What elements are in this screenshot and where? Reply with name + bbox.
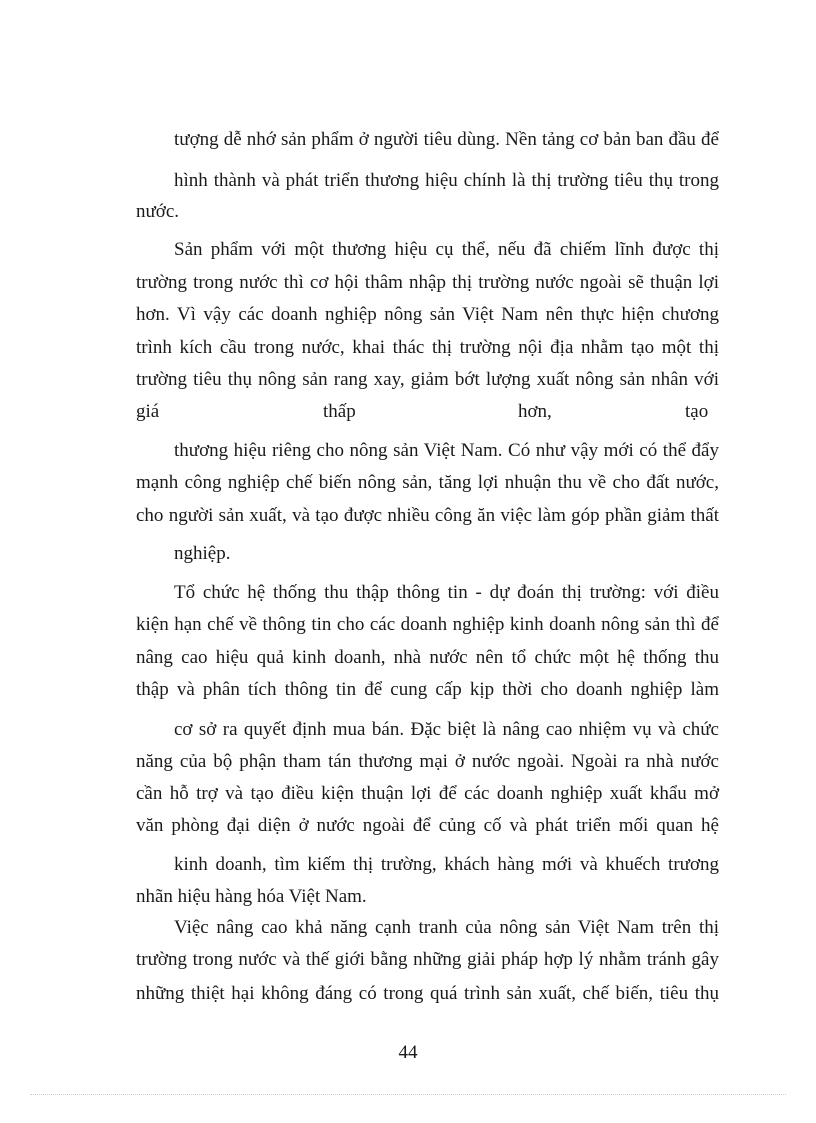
text-line: hình thành và phát triển thương hiệu chính là thị trường tiêu thụ trong bbox=[174, 170, 719, 191]
text-line: trường trong nước và thế giới bằng những giải pháp hợp lý nhằm tránh gây bbox=[136, 949, 719, 970]
text-line: Sản phẩm với một thương hiệu cụ thể, nếu đã chiếm lĩnh được thị bbox=[174, 239, 719, 260]
gap-word: tạo bbox=[685, 401, 709, 422]
text-line: trường trong nước thì cơ hội thâm nhập thị trường nước ngoài sẽ thuận lợi bbox=[136, 272, 719, 293]
text-line: kinh doanh, tìm kiếm thị trường, khách hàng mới và khuếch trương bbox=[174, 854, 719, 875]
text-line: nước. bbox=[136, 201, 180, 222]
text-line: cần hỗ trợ và tạo điều kiện thuận lợi để các doanh nghiệp xuất khẩu mở bbox=[136, 783, 719, 804]
gap-word: giá bbox=[136, 401, 160, 422]
text-line: trình kích cầu trong nước, khai thác thị trường nội địa nhằm tạo một thị bbox=[136, 337, 719, 358]
text-line: nâng cao hiệu quả kinh doanh, nhà nước nên tổ chức một hệ thống thu bbox=[136, 647, 719, 668]
text-line: Tổ chức hệ thống thu thập thông tin - dự đoán thị trường: với điều bbox=[174, 582, 719, 603]
text-line: mạnh công nghiệp chế biến nông sản, tăng lợi nhuận thu về cho đất nước, bbox=[136, 472, 719, 493]
text-line: trường tiêu thụ nông sản rang xay, giảm bớt lượng xuất nông sản nhân với bbox=[136, 369, 719, 390]
text-line: cho người sản xuất, và tạo được nhiều công ăn việc làm góp phần giảm thất bbox=[136, 505, 719, 526]
text-line: năng của bộ phận tham tán thương mại ở nước ngoài. Ngoài ra nhà nước bbox=[136, 751, 719, 772]
text-line: tượng dễ nhớ sản phẩm ở người tiêu dùng. Nền tảng cơ bản ban đầu để bbox=[174, 129, 719, 150]
text-line: nghiệp. bbox=[174, 543, 231, 564]
text-line: thập và phân tích thông tin để cung cấp kịp thời cho doanh nghiệp làm bbox=[136, 679, 719, 700]
text-line: kiện hạn chế về thông tin cho các doanh nghiệp kinh doanh nông sản thì để bbox=[136, 614, 719, 635]
text-line: nhãn hiệu hàng hóa Việt Nam. bbox=[136, 886, 367, 907]
text-line: cơ sở ra quyết định mua bán. Đặc biệt là nâng cao nhiệm vụ và chức bbox=[174, 719, 719, 740]
footer-divider bbox=[30, 1094, 786, 1095]
gap-word: thấp bbox=[323, 401, 356, 422]
text-line: văn phòng đại diện ở nước ngoài để củng cố và phát triển mối quan hệ bbox=[136, 815, 719, 836]
text-line: thương hiệu riêng cho nông sản Việt Nam. Có như vậy mới có thể đẩy bbox=[174, 440, 719, 461]
text-line: những thiệt hại không đáng có trong quá trình sản xuất, chế biến, tiêu thụ bbox=[136, 983, 719, 1004]
text-line: hơn. Vì vậy các doanh nghiệp nông sản Việt Nam nên thực hiện chương bbox=[136, 304, 719, 325]
gap-word: hơn, bbox=[518, 401, 552, 422]
page-number: 44 bbox=[398, 1042, 418, 1063]
text-line: Việc nâng cao khả năng cạnh tranh của nông sản Việt Nam trên thị bbox=[174, 917, 719, 938]
